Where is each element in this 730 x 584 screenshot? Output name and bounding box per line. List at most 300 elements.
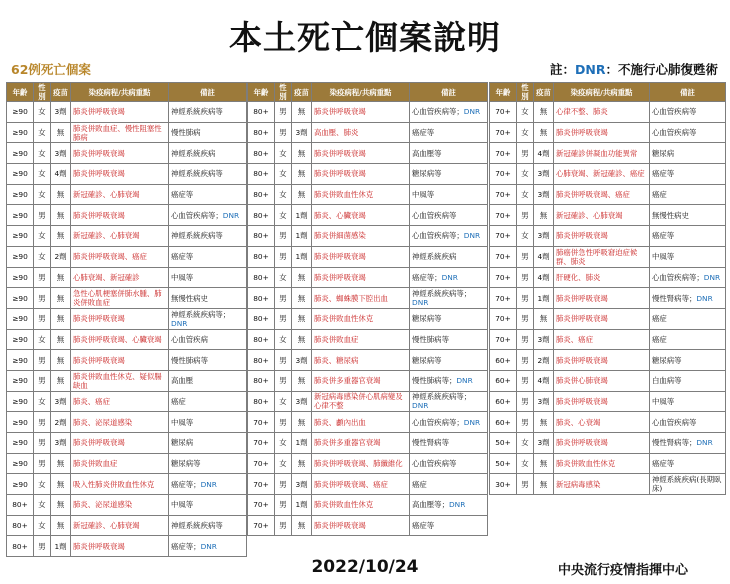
age-cell: 80+ (248, 308, 275, 329)
remark-cell: 心血管疾病 (169, 329, 247, 350)
age-cell: ≥90 (7, 391, 34, 412)
age-cell: 70+ (490, 308, 517, 329)
remark-cell: 癌症等 (169, 184, 247, 205)
table-row (7, 453, 247, 474)
dnr-flag: DNR (463, 231, 481, 241)
vaccine-cell: 4劑 (534, 246, 554, 267)
age-cell: ≥90 (7, 329, 34, 350)
sex-header: 性別 (275, 83, 292, 102)
diagnosis-cell: 新冠確診、心肺衰竭 (71, 226, 169, 247)
table-row (490, 308, 726, 329)
vaccine-cell: 無 (292, 267, 312, 288)
table-row (7, 184, 247, 205)
age-cell: 70+ (248, 474, 275, 495)
age-cell: 50+ (490, 453, 517, 474)
table-row (7, 164, 247, 185)
sex-cell: 男 (34, 288, 51, 309)
diagnosis-cell: 肺炎、心臟衰竭 (312, 205, 410, 226)
age-cell: 70+ (248, 495, 275, 516)
age-header: 年齡 (248, 83, 275, 102)
remark-cell: 中風等 (410, 184, 488, 205)
table-row (7, 102, 247, 123)
sex-cell: 女 (275, 184, 292, 205)
vaccine-cell: 無 (534, 205, 554, 226)
vaccine-cell: 3劑 (292, 350, 312, 371)
vaccine-cell: 3劑 (534, 391, 554, 412)
diagnosis-cell: 肝硬化、肺炎 (554, 267, 650, 288)
sex-cell: 男 (517, 288, 534, 309)
diagnosis-cell: 肺炎併敗血症 (312, 329, 410, 350)
remark-cell: 心血管疾病等 (650, 122, 726, 143)
diagnosis-cell: 肺炎併呼吸衰竭、心臟衰竭 (71, 329, 169, 350)
vaccine-cell: 無 (292, 164, 312, 185)
page-title: 本土死亡個案說明 (229, 18, 501, 57)
vaccine-cell: 1劑 (292, 205, 312, 226)
sex-cell: 女 (34, 246, 51, 267)
vaccine-cell: 4劑 (534, 267, 554, 288)
vaccine-cell: 4劑 (51, 164, 71, 185)
table-row (490, 143, 726, 164)
table-row (248, 433, 488, 454)
dnr-flag: DNR (171, 318, 188, 328)
vaccine-cell: 無 (534, 412, 554, 433)
vaccine-cell: 無 (292, 184, 312, 205)
vaccine-cell: 3劑 (534, 164, 554, 185)
diagnosis-cell: 心律不整、肺炎 (554, 102, 650, 123)
vaccine-header: 疫苗 (534, 83, 554, 102)
diagnosis-cell: 肺炎、癌症 (554, 329, 650, 350)
table-row (7, 536, 247, 557)
remark-cell: 慢性肺病等；DNR (410, 370, 488, 391)
sex-cell: 男 (34, 205, 51, 226)
diagnosis-cell: 肺炎併呼吸衰竭 (71, 164, 169, 185)
vaccine-cell: 3劑 (534, 329, 554, 350)
sex-cell: 男 (517, 246, 534, 267)
remark-cell: 慢性腎病等；DNR (650, 433, 726, 454)
age-cell: 70+ (490, 205, 517, 226)
remark-cell: 慢性腎病等 (410, 433, 488, 454)
table-row (248, 102, 488, 123)
dnr-flag: DNR (696, 438, 713, 448)
table-row (7, 308, 247, 329)
vaccine-cell: 無 (51, 515, 71, 536)
remark-cell: 慢性肺病 (169, 122, 247, 143)
diagnosis-cell: 新冠確診併凝血功能異常 (554, 143, 650, 164)
age-cell: 80+ (248, 391, 275, 412)
remark-header: 備註 (650, 83, 726, 102)
age-cell: 70+ (248, 515, 275, 536)
age-cell: 80+ (248, 329, 275, 350)
age-cell: 70+ (490, 143, 517, 164)
vaccine-cell: 2劑 (534, 350, 554, 371)
sex-cell: 女 (34, 122, 51, 143)
sex-cell: 男 (517, 370, 534, 391)
table-row (248, 288, 488, 309)
age-cell: 70+ (490, 164, 517, 185)
table-row (7, 412, 247, 433)
age-cell: 80+ (248, 350, 275, 371)
dnr-flag: DNR (463, 417, 481, 427)
table-row (248, 308, 488, 329)
vaccine-cell: 無 (292, 329, 312, 350)
table-row (248, 412, 488, 433)
table-header-row (7, 83, 247, 102)
remark-cell: 中風等 (650, 391, 726, 412)
table-row (490, 350, 726, 371)
diagnosis-cell: 新冠病毒感染併心肌病變及心律不整 (312, 391, 410, 412)
sex-cell: 女 (517, 184, 534, 205)
age-cell: ≥90 (7, 370, 34, 391)
table-row (248, 515, 488, 536)
vaccine-cell: 3劑 (534, 433, 554, 454)
remark-cell: 無慢性病史 (169, 288, 247, 309)
table-row (7, 288, 247, 309)
vaccine-cell: 無 (51, 205, 71, 226)
sex-header: 性別 (517, 83, 534, 102)
vaccine-cell: 3劑 (292, 391, 312, 412)
age-cell: ≥90 (7, 308, 34, 329)
vaccine-header: 疫苗 (292, 83, 312, 102)
sex-cell: 男 (275, 308, 292, 329)
diagnosis-cell: 肺炎併呼吸衰竭 (312, 515, 410, 536)
diagnosis-cell: 肺炎、癌症 (71, 391, 169, 412)
table-row (490, 474, 726, 495)
table-row (7, 391, 247, 412)
remark-cell: 癌症等 (410, 122, 488, 143)
sex-cell: 男 (517, 350, 534, 371)
diagnosis-cell: 肺炎併呼吸衰竭 (312, 143, 410, 164)
remark-cell: 癌症等；DNR (410, 267, 488, 288)
remark-cell: 糖尿病等 (410, 308, 488, 329)
diagnosis-cell: 肺炎併呼吸衰竭 (312, 246, 410, 267)
remark-cell: 癌症等 (650, 453, 726, 474)
remark-cell: 心血管疾病等；DNR (410, 226, 488, 247)
age-cell: 80+ (7, 495, 34, 516)
age-cell: 80+ (248, 205, 275, 226)
diagnosis-cell: 肺炎併呼吸衰竭、肺纖維化 (312, 453, 410, 474)
vaccine-cell: 3劑 (51, 391, 71, 412)
case-table-2 (247, 82, 488, 536)
sex-cell: 男 (275, 122, 292, 143)
diagnosis-cell: 肺炎、顱內出血 (312, 412, 410, 433)
vaccine-cell: 無 (51, 184, 71, 205)
vaccine-cell: 無 (534, 102, 554, 123)
diagnosis-cell: 肺炎、蜘蛛膜下腔出血 (312, 288, 410, 309)
sex-cell: 女 (517, 226, 534, 247)
note-dnr: DNR (575, 62, 606, 77)
sex-cell: 男 (34, 350, 51, 371)
table-row (248, 495, 488, 516)
diagnosis-cell: 肺炎併敗血性休克、疑似腸缺血 (71, 370, 169, 391)
table-row (490, 288, 726, 309)
age-header: 年齡 (7, 83, 34, 102)
diagnosis-cell: 肺炎併呼吸衰竭 (554, 350, 650, 371)
table-row (7, 515, 247, 536)
diagnosis-cell: 新冠確診、心肺衰竭 (554, 205, 650, 226)
remark-cell: 神經系統疾病等 (169, 164, 247, 185)
age-cell: 80+ (248, 267, 275, 288)
table-row (248, 122, 488, 143)
diagnosis-cell: 肺炎、泌尿道感染 (71, 495, 169, 516)
remark-cell: 心血管疾病等；DNR (650, 267, 726, 288)
remark-cell: 高血壓 (169, 370, 247, 391)
sex-cell: 女 (34, 474, 51, 495)
table-row (490, 329, 726, 350)
diagnosis-cell: 肺炎併呼吸衰竭 (71, 143, 169, 164)
age-cell: 60+ (490, 391, 517, 412)
vaccine-cell: 無 (51, 370, 71, 391)
sex-cell: 男 (517, 474, 534, 495)
remark-cell: 神經系統疾病等；DNR (169, 308, 247, 329)
age-cell: ≥90 (7, 246, 34, 267)
vaccine-cell: 無 (534, 122, 554, 143)
diagnosis-cell: 肺炎併敗血性休克 (312, 184, 410, 205)
sex-cell: 男 (517, 329, 534, 350)
vaccine-cell: 4劑 (534, 370, 554, 391)
age-cell: ≥90 (7, 205, 34, 226)
diagnosis-cell: 肺炎併呼吸衰竭、癌症 (312, 474, 410, 495)
diagnosis-cell: 高血壓、肺炎 (312, 122, 410, 143)
diagnosis-cell: 新冠確診、心肺衰竭 (71, 515, 169, 536)
age-cell: ≥90 (7, 288, 34, 309)
diagnosis-cell: 心肺衰竭、新冠確診 (71, 267, 169, 288)
remark-cell: 癌症等 (650, 164, 726, 185)
table-row (7, 122, 247, 143)
table-row (248, 267, 488, 288)
sex-cell: 女 (34, 184, 51, 205)
sex-cell: 男 (275, 350, 292, 371)
table-row (248, 453, 488, 474)
table-header-row (248, 83, 488, 102)
sex-cell: 女 (517, 122, 534, 143)
age-cell: 70+ (248, 433, 275, 454)
vaccine-cell: 3劑 (292, 474, 312, 495)
sex-cell: 男 (34, 308, 51, 329)
diagnosis-cell: 肺炎併細菌感染 (312, 226, 410, 247)
remark-cell: 癌症 (650, 308, 726, 329)
remark-cell: 白血病等 (650, 370, 726, 391)
dnr-flag: DNR (696, 293, 713, 303)
sex-cell: 男 (34, 433, 51, 454)
remark-cell: 心血管疾病等；DNR (169, 205, 247, 226)
vaccine-cell: 4劑 (534, 143, 554, 164)
note-text: ：不施行心肺復甦術 (605, 62, 718, 77)
diagnosis-cell: 肺炎併呼吸衰竭 (312, 102, 410, 123)
sex-cell: 男 (275, 102, 292, 123)
table-row (248, 143, 488, 164)
sex-cell: 男 (34, 536, 51, 557)
diagnosis-cell: 肺炎併呼吸衰竭、癌症 (554, 184, 650, 205)
remark-cell: 癌症等；DNR (169, 474, 247, 495)
vaccine-cell: 無 (51, 350, 71, 371)
diagnosis-cell: 肺炎併呼吸衰竭 (554, 433, 650, 454)
sex-cell: 男 (275, 515, 292, 536)
dnr-flag: DNR (703, 272, 721, 282)
remark-cell: 神經系統疾病等；DNR (410, 288, 488, 309)
remark-cell: 癌症 (169, 391, 247, 412)
sex-cell: 男 (275, 495, 292, 516)
sex-cell: 女 (34, 226, 51, 247)
remark-cell: 中風等 (169, 267, 247, 288)
remark-cell: 中風等 (169, 495, 247, 516)
age-cell: 70+ (490, 329, 517, 350)
vaccine-cell: 無 (534, 308, 554, 329)
sex-cell: 女 (275, 143, 292, 164)
dnr-flag: DNR (441, 272, 458, 282)
sex-cell: 男 (275, 474, 292, 495)
age-cell: ≥90 (7, 412, 34, 433)
age-cell: ≥90 (7, 453, 34, 474)
sex-cell: 男 (275, 370, 292, 391)
age-header: 年齡 (490, 83, 517, 102)
remark-cell: 心血管疾病等；DNR (410, 102, 488, 123)
vaccine-cell: 1劑 (292, 495, 312, 516)
sex-cell: 男 (517, 391, 534, 412)
vaccine-cell: 無 (51, 474, 71, 495)
sex-cell: 女 (275, 433, 292, 454)
vaccine-cell: 2劑 (51, 246, 71, 267)
table-row (490, 433, 726, 454)
remark-cell: 無慢性病史 (650, 205, 726, 226)
diagnosis-cell: 吸入性肺炎併敗血性休克 (71, 474, 169, 495)
vaccine-header: 疫苗 (51, 83, 71, 102)
age-cell: 30+ (490, 474, 517, 495)
diagnosis-cell: 肺炎併敗血性休克 (312, 495, 410, 516)
vaccine-cell: 3劑 (534, 226, 554, 247)
diagnosis-header: 染疫病程/共病重點 (312, 83, 410, 102)
dnr-flag: DNR (456, 376, 473, 386)
remark-cell: 糖尿病 (650, 143, 726, 164)
vaccine-cell: 無 (292, 370, 312, 391)
vaccine-cell: 2劑 (51, 412, 71, 433)
sex-cell: 男 (275, 246, 292, 267)
remark-cell: 糖尿病等 (410, 350, 488, 371)
sex-cell: 女 (34, 391, 51, 412)
dnr-flag: DNR (448, 500, 466, 510)
remark-cell: 高血壓等 (410, 143, 488, 164)
remark-cell: 中風等 (169, 412, 247, 433)
remark-header: 備註 (410, 83, 488, 102)
age-cell: ≥90 (7, 143, 34, 164)
vaccine-cell: 無 (51, 226, 71, 247)
table-row (248, 226, 488, 247)
age-cell: 70+ (490, 267, 517, 288)
table-row (248, 391, 488, 412)
sex-cell: 女 (517, 102, 534, 123)
diagnosis-cell: 肺炎併呼吸衰竭 (554, 308, 650, 329)
diagnosis-cell: 肺炎併敗血性休克 (554, 453, 650, 474)
sex-cell: 女 (275, 391, 292, 412)
diagnosis-cell: 肺炎併敗血症、慢性阻塞性肺病 (71, 122, 169, 143)
age-cell: 70+ (490, 288, 517, 309)
sex-cell: 女 (34, 143, 51, 164)
table-row (490, 184, 726, 205)
table-row (7, 474, 247, 495)
vaccine-cell: 無 (534, 474, 554, 495)
diagnosis-cell: 肺炎併呼吸衰竭 (554, 226, 650, 247)
dnr-flag: DNR (412, 401, 429, 411)
vaccine-cell: 1劑 (292, 246, 312, 267)
vaccine-cell: 3劑 (534, 184, 554, 205)
table-row (7, 246, 247, 267)
table-row (7, 143, 247, 164)
age-cell: ≥90 (7, 267, 34, 288)
vaccine-cell: 無 (292, 453, 312, 474)
vaccine-cell: 1劑 (534, 288, 554, 309)
diagnosis-cell: 肺炎併多重器官衰竭 (312, 370, 410, 391)
table-row (7, 433, 247, 454)
table-row (490, 226, 726, 247)
case-count-subtitle: 62例死亡個案 (11, 62, 91, 77)
diagnosis-cell: 急性心肌梗塞併肺水腫、肺炎併敗血症 (71, 288, 169, 309)
diagnosis-header: 染疫病程/共病重點 (554, 83, 650, 102)
diagnosis-cell: 心肺衰竭、新冠確診、癌症 (554, 164, 650, 185)
remark-cell: 心血管疾病等；DNR (410, 412, 488, 433)
vaccine-cell: 無 (51, 122, 71, 143)
remark-cell: 癌症 (650, 184, 726, 205)
table-row (7, 495, 247, 516)
remark-cell: 糖尿病等 (650, 350, 726, 371)
remark-cell: 癌症等 (410, 515, 488, 536)
vaccine-cell: 3劑 (292, 122, 312, 143)
table-row (490, 412, 726, 433)
vaccine-cell: 無 (51, 495, 71, 516)
table-row (7, 370, 247, 391)
age-cell: 70+ (490, 122, 517, 143)
table-row (248, 350, 488, 371)
sex-cell: 女 (517, 453, 534, 474)
sex-cell: 男 (275, 412, 292, 433)
sex-cell: 女 (34, 102, 51, 123)
table-row (248, 184, 488, 205)
diagnosis-header: 染疫病程/共病重點 (71, 83, 169, 102)
table-row (490, 453, 726, 474)
diagnosis-cell: 肺炎、心衰竭 (554, 412, 650, 433)
age-cell: 80+ (248, 226, 275, 247)
age-cell: ≥90 (7, 164, 34, 185)
vaccine-cell: 無 (51, 288, 71, 309)
sex-cell: 男 (275, 288, 292, 309)
vaccine-cell: 無 (292, 308, 312, 329)
sex-cell: 男 (34, 412, 51, 433)
vaccine-cell: 無 (51, 267, 71, 288)
sex-cell: 男 (517, 412, 534, 433)
sex-cell: 女 (275, 453, 292, 474)
vaccine-cell: 3劑 (51, 433, 71, 454)
diagnosis-cell: 肺炎併呼吸衰竭 (312, 164, 410, 185)
diagnosis-cell: 肺炎併多重器官衰竭 (312, 433, 410, 454)
diagnosis-cell: 肺炎併敗血症 (71, 453, 169, 474)
dnr-flag: DNR (222, 210, 240, 220)
remark-cell: 神經系統疾病等 (169, 102, 247, 123)
table-header-row (490, 83, 726, 102)
diagnosis-cell: 肺炎併呼吸衰竭、癌症 (71, 246, 169, 267)
age-cell: 70+ (490, 184, 517, 205)
age-cell: ≥90 (7, 350, 34, 371)
diagnosis-cell: 肺炎、糖尿病 (312, 350, 410, 371)
table-row (248, 474, 488, 495)
remark-cell: 神經系統疾病等 (169, 515, 247, 536)
table-row (490, 370, 726, 391)
remark-cell: 心血管疾病等 (410, 205, 488, 226)
age-cell: 80+ (248, 288, 275, 309)
vaccine-cell: 無 (292, 515, 312, 536)
table-row (490, 102, 726, 123)
diagnosis-cell: 新冠病毒感染 (554, 474, 650, 495)
remark-cell: 心血管疾病等 (650, 102, 726, 123)
diagnosis-cell: 肺炎、泌尿道感染 (71, 412, 169, 433)
remark-cell: 神經系統疾病 (410, 246, 488, 267)
